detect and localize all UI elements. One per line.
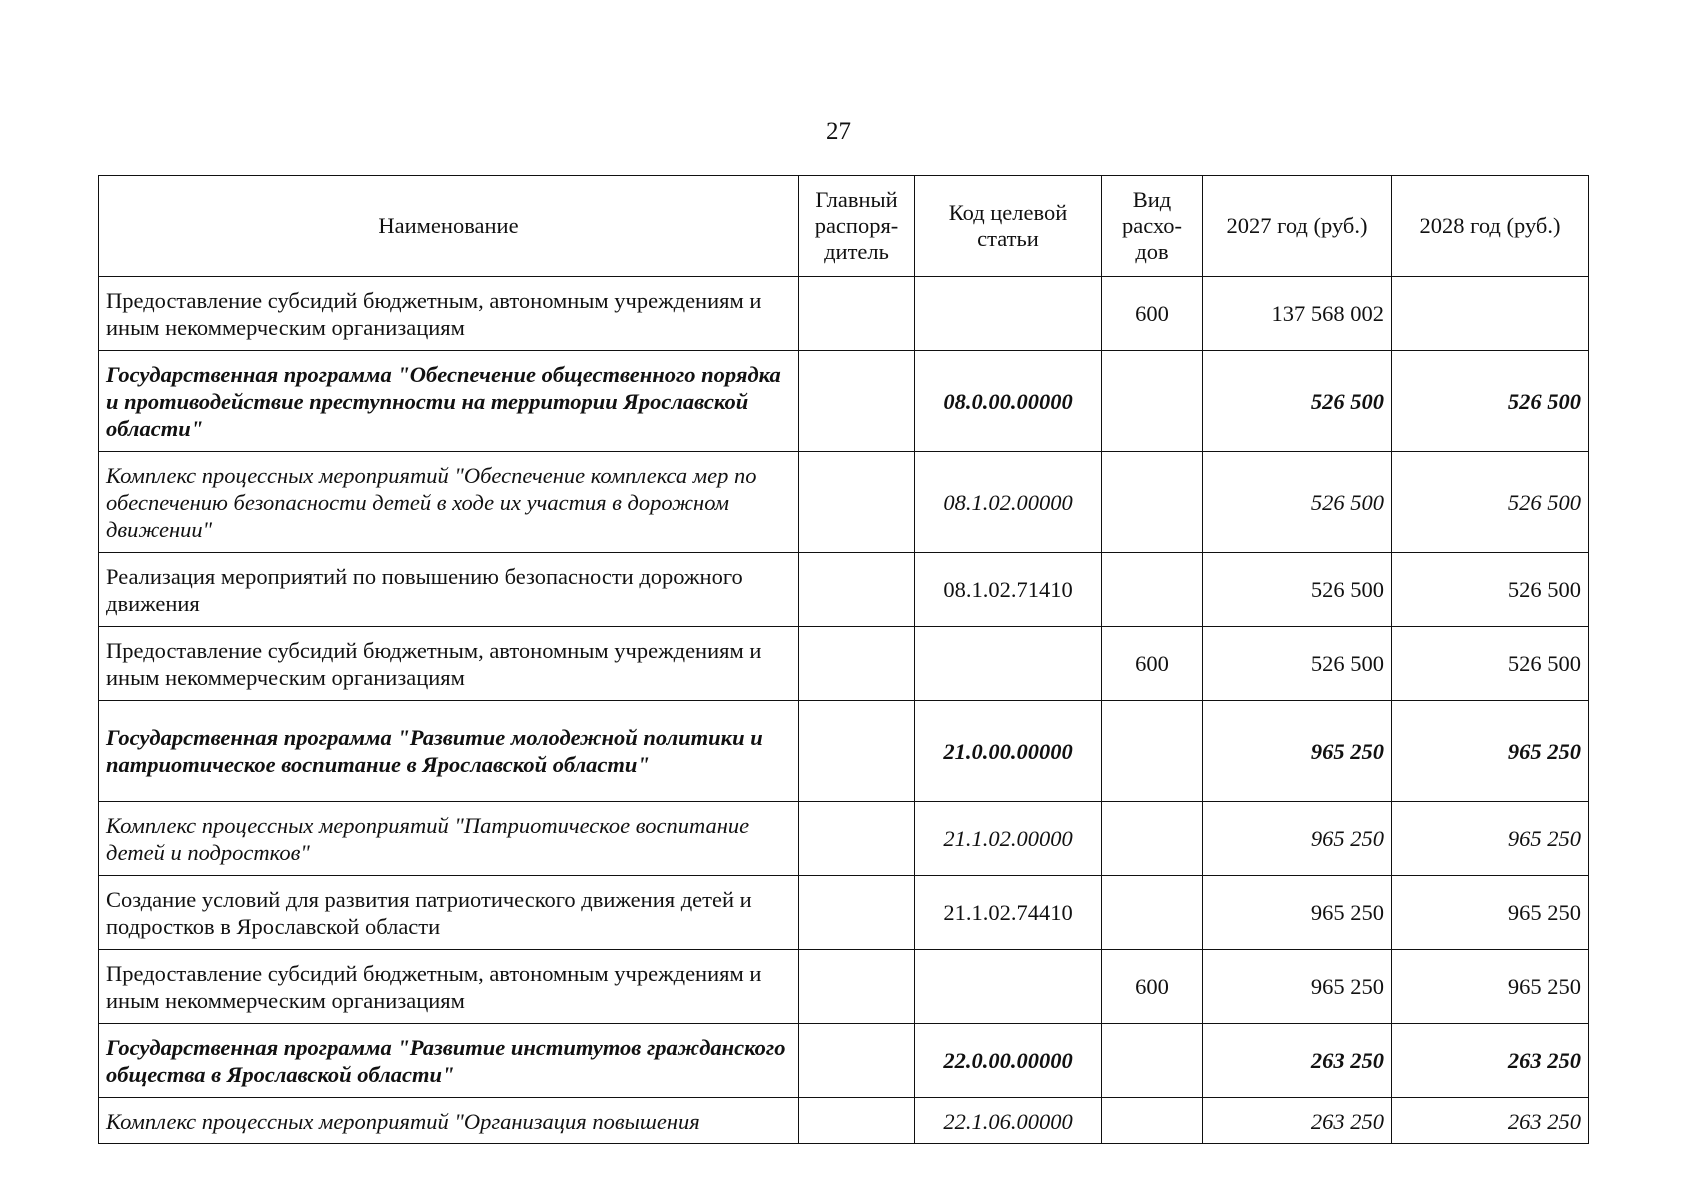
row-2027: 526 500 [1203, 452, 1392, 553]
row-admin [799, 1098, 915, 1144]
row-type [1102, 1098, 1203, 1144]
header-2027: 2027 год (руб.) [1203, 176, 1392, 277]
table-row [99, 452, 1589, 553]
row-2027: 965 250 [1203, 876, 1392, 950]
table-row [99, 351, 1589, 452]
row-code [915, 950, 1102, 1024]
header-2028: 2028 год (руб.) [1392, 176, 1589, 277]
row-2028: 965 250 [1392, 802, 1589, 876]
table-header-row [99, 176, 1589, 277]
row-type [1102, 351, 1203, 452]
row-2027: 526 500 [1203, 627, 1392, 701]
row-code: 21.1.02.00000 [915, 802, 1102, 876]
row-type: 600 [1102, 950, 1203, 1024]
row-type [1102, 876, 1203, 950]
header-admin: Главный распоря-дитель [799, 176, 915, 277]
row-code [915, 277, 1102, 351]
row-code: 21.1.02.74410 [915, 876, 1102, 950]
row-2028: 263 250 [1392, 1098, 1589, 1144]
row-code: 22.1.06.00000 [915, 1098, 1102, 1144]
table-row [99, 802, 1589, 876]
header-type: Вид расхо-дов [1102, 176, 1203, 277]
row-2027: 137 568 002 [1203, 277, 1392, 351]
table-row [99, 1024, 1589, 1098]
row-code: 08.1.02.00000 [915, 452, 1102, 553]
row-admin [799, 876, 915, 950]
row-name: Комплекс процессных мероприятий "Патриотическое воспитание детей и подростков" [99, 802, 799, 876]
table-row [99, 277, 1589, 351]
row-type [1102, 452, 1203, 553]
table-row [99, 1098, 1589, 1144]
row-code: 08.1.02.71410 [915, 553, 1102, 627]
table-row [99, 876, 1589, 950]
budget-table [98, 175, 1589, 1144]
row-type [1102, 802, 1203, 876]
row-admin [799, 553, 915, 627]
row-type [1102, 553, 1203, 627]
row-2028: 965 250 [1392, 876, 1589, 950]
row-name: Комплекс процессных мероприятий "Обеспечение комплекса мер по обеспечению безопасности детей в ходе их участия в дорожном движении" [99, 452, 799, 553]
row-admin [799, 802, 915, 876]
row-name: Государственная программа "Развитие институтов гражданского общества в Ярославской области" [99, 1024, 799, 1098]
row-type: 600 [1102, 277, 1203, 351]
row-name: Государственная программа "Обеспечение общественного порядка и противодействие преступности на территории Ярославской области" [99, 351, 799, 452]
row-2028: 263 250 [1392, 1024, 1589, 1098]
row-2028: 526 500 [1392, 553, 1589, 627]
row-2028: 526 500 [1392, 351, 1589, 452]
row-name: Предоставление субсидий бюджетным, автономным учреждениям и иным некоммерческим организациям [99, 277, 799, 351]
table-row [99, 553, 1589, 627]
row-type [1102, 1024, 1203, 1098]
header-name: Наименование [99, 176, 799, 277]
row-2028: 965 250 [1392, 701, 1589, 802]
row-type: 600 [1102, 627, 1203, 701]
row-2028 [1392, 277, 1589, 351]
row-type [1102, 701, 1203, 802]
row-name: Предоставление субсидий бюджетным, автономным учреждениям и иным некоммерческим организациям [99, 950, 799, 1024]
row-admin [799, 627, 915, 701]
row-name: Предоставление субсидий бюджетным, автономным учреждениям и иным некоммерческим организациям [99, 627, 799, 701]
row-2027: 526 500 [1203, 553, 1392, 627]
page-number: 27 [826, 118, 851, 145]
row-name: Комплекс процессных мероприятий "Организация повышения [99, 1098, 799, 1144]
row-admin [799, 351, 915, 452]
row-admin [799, 701, 915, 802]
row-code: 22.0.00.00000 [915, 1024, 1102, 1098]
row-2028: 526 500 [1392, 627, 1589, 701]
table-row [99, 950, 1589, 1024]
row-2028: 526 500 [1392, 452, 1589, 553]
row-code [915, 627, 1102, 701]
row-2027: 965 250 [1203, 701, 1392, 802]
row-2027: 965 250 [1203, 950, 1392, 1024]
row-admin [799, 452, 915, 553]
header-code: Код целевой статьи [915, 176, 1102, 277]
row-name: Государственная программа "Развитие молодежной политики и патриотическое воспитание в Ярославской области" [99, 701, 799, 802]
row-code: 21.0.00.00000 [915, 701, 1102, 802]
row-2028: 965 250 [1392, 950, 1589, 1024]
row-name: Реализация мероприятий по повышению безопасности дорожного движения [99, 553, 799, 627]
row-admin [799, 950, 915, 1024]
table-row [99, 627, 1589, 701]
row-code: 08.0.00.00000 [915, 351, 1102, 452]
row-2027: 526 500 [1203, 351, 1392, 452]
row-2027: 965 250 [1203, 802, 1392, 876]
row-2027: 263 250 [1203, 1024, 1392, 1098]
row-admin [799, 1024, 915, 1098]
table-row [99, 701, 1589, 802]
row-admin [799, 277, 915, 351]
row-2027: 263 250 [1203, 1098, 1392, 1144]
row-name: Создание условий для развития патриотического движения детей и подростков в Ярославской области [99, 876, 799, 950]
